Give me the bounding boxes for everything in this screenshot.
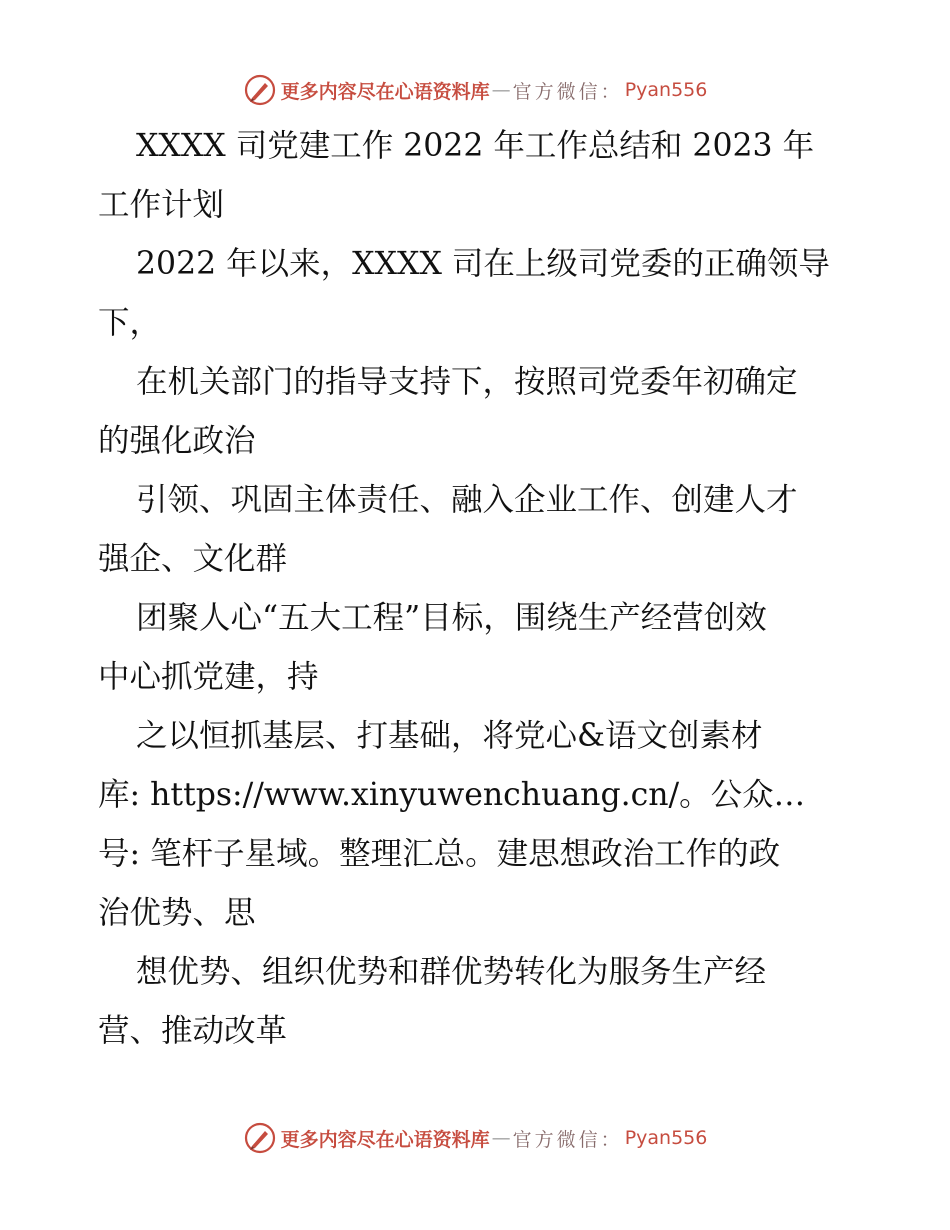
document-line: XXXX 司党建工作 2022 年工作总结和 2023 年	[136, 128, 815, 164]
document-line: 想优势、组织优势和群优势转化为服务生产经	[136, 954, 767, 990]
watermark-separator: —	[491, 79, 511, 101]
watermark-brand: 更多内容尽在心语资料库	[280, 80, 490, 103]
document-line: 2022 年以来，XXXX 司在上级司党委的正确领导	[136, 246, 830, 282]
header-watermark	[0, 70, 950, 110]
document-line: 中心抓党建，持	[98, 659, 319, 695]
document-line: 下，	[98, 305, 162, 341]
document-line: 在机关部门的指导支持下，按照司党委年初确定	[136, 364, 798, 400]
watermark-brand: 更多内容尽在心语资料库	[280, 1128, 490, 1151]
document-line: 之以恒抓基层、打基础，将党心&语文创素材	[136, 718, 763, 754]
footer-watermark	[0, 1118, 950, 1158]
document-line: 营、推动改革	[98, 1013, 288, 1049]
watermark-official-label: 官方微信：	[512, 80, 623, 103]
document-line: 引领、巩固主体责任、融入企业工作、创建人才	[136, 482, 798, 518]
document-line: 治优势、思	[98, 895, 256, 931]
document-line: 的强化政治	[98, 423, 256, 459]
document-line: 号: 笔杆子星域。整理汇总。建思想政治工作的政	[98, 836, 781, 872]
pen-logo-icon	[243, 1121, 277, 1155]
watermark-separator: —	[491, 1127, 511, 1149]
watermark-wechat-id: Pyan556	[624, 79, 708, 101]
document-line: 强企、文化群	[98, 541, 288, 577]
document-body	[98, 117, 858, 1061]
watermark-official-label: 官方微信：	[512, 1128, 623, 1151]
document-line: 工作计划	[98, 187, 225, 223]
pen-logo-icon	[243, 73, 277, 107]
document-line: 团聚人心“五大工程”目标，围绕生产经营创效	[136, 600, 767, 636]
watermark-wechat-id: Pyan556	[624, 1127, 708, 1149]
document-line: 库: https://www.xinyuwenchuang.cn/。公众…	[98, 777, 806, 813]
